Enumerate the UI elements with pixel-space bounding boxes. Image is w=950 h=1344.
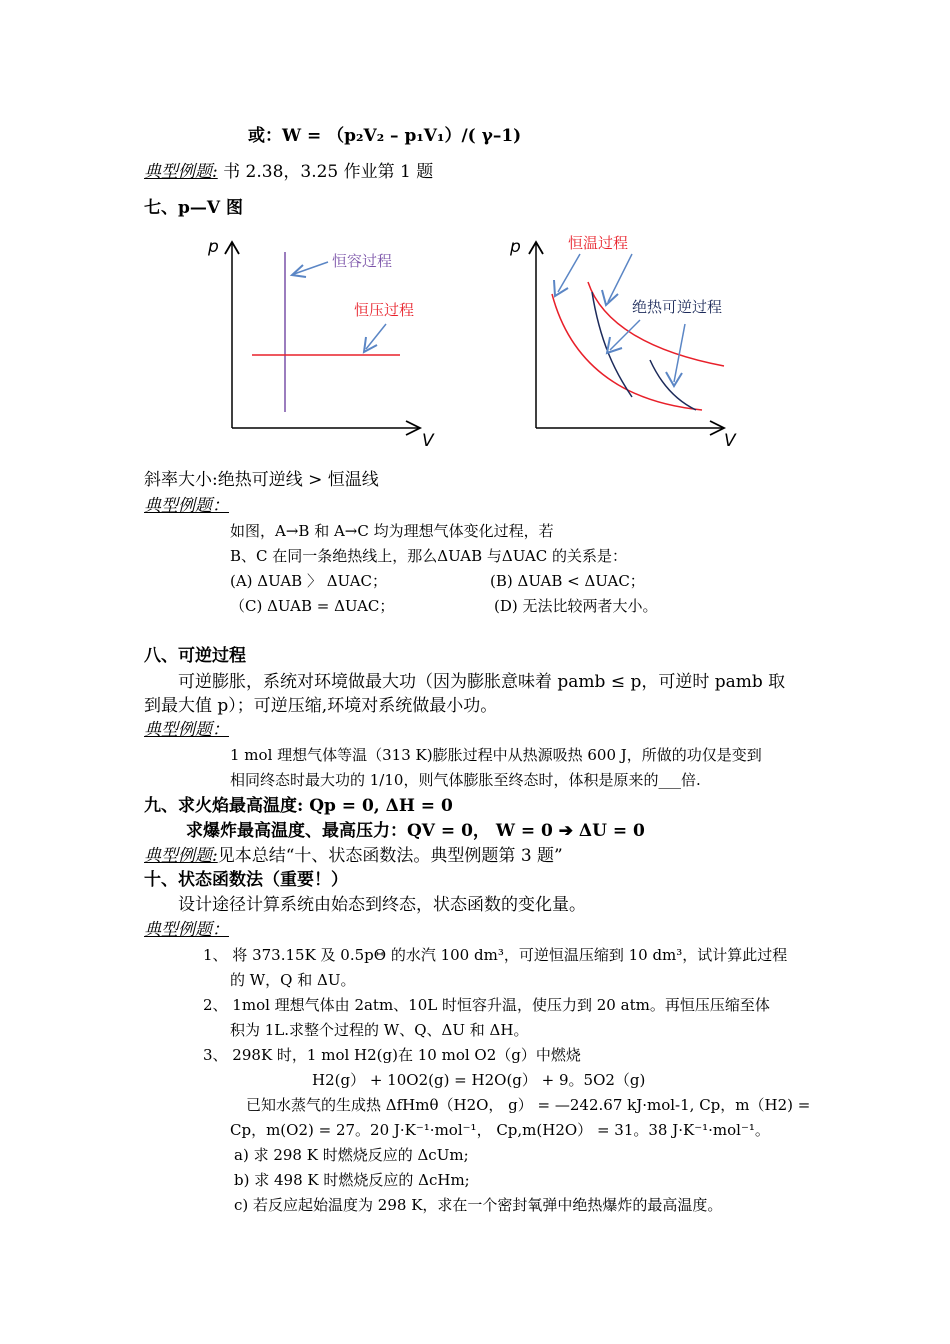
paragraph-line: 可逆膨胀，系统对环境做最大功（因为膨胀意味着 pamb ≤ p，可逆时 pamb 取 xyxy=(178,672,786,692)
problem-3: 3、 298K 时，1 mol H2(g)在 10 mol O2（g）中燃烧 xyxy=(203,1046,581,1064)
paragraph-line: 到最大值 p）；可逆压缩,环境对系统做最小功。 xyxy=(144,696,498,716)
example-label: 典型例题： xyxy=(144,920,229,940)
pv-diagram-left xyxy=(200,232,440,452)
example-text: 书 2.38，3.25 作业第 1 题 xyxy=(217,162,434,182)
adiabatic-work-formula xyxy=(248,126,521,146)
problem-2-cont: 积为 1L.求整个过程的 W、Q、ΔU 和 ΔH。 xyxy=(230,1021,529,1039)
problem-2: 2、 1mol 理想气体由 2atm、10L 时恒容升温，使压力到 20 atm。再恒压压缩至体 xyxy=(203,996,770,1014)
subquestion-a: a) 求 298 K 时燃烧反应的 ΔcUm; xyxy=(234,1146,469,1164)
example-label: 典型例题: xyxy=(144,162,218,182)
p-label: p xyxy=(208,237,219,257)
option-a: (A) ΔUAB 〉 ΔUAC； xyxy=(230,572,388,590)
isothermal-label: 恒温过程 xyxy=(568,234,629,252)
question-text: B、C 在同一条绝热线上，那么ΔUAB 与ΔUAC 的关系是： xyxy=(230,547,627,565)
problem-3-data-cont: Cp，m(O2) = 27。20 J·K⁻¹·mol⁻¹， Cp,m(H2O） = 31。38 J·K⁻¹·mol⁻¹。 xyxy=(230,1121,770,1139)
subquestion-b: b) 求 498 K 时燃烧反应的 ΔcHm; xyxy=(234,1171,470,1189)
isothermal-pointer-2 xyxy=(608,254,632,302)
section-9-subheading: 求爆炸最高温度、最高压力：QV = 0， W = 0 ➔ ΔU = 0 xyxy=(186,821,645,841)
slope-comparison: 斜率大小:绝热可逆线 > 恒温线 xyxy=(144,470,379,490)
section-7-heading: 七、p—V 图 xyxy=(144,198,243,218)
adiabatic-label: 绝热可逆过程 xyxy=(632,298,723,316)
section-9-heading: 九、求火焰最高温度: Qp = 0, ΔH = 0 xyxy=(144,796,453,816)
paragraph-line: 设计途径计算系统由始态到终态，状态函数的变化量。 xyxy=(178,895,586,915)
question-text: 如图，A→B 和 A→C 均为理想气体变化过程，若 xyxy=(230,522,554,540)
v-label: V xyxy=(724,431,736,451)
question-text: 1 mol 理想气体等温（313 K)膨胀过程中从热源吸热 600 J，所做的功仅是变到 xyxy=(230,746,762,764)
problem-1: 1、 将 373.15K 及 0.5pΘ 的水汽 100 dm³，可逆恒温压缩到 10 dm³，试计算此过程 xyxy=(203,946,788,964)
isothermal-pointer-1 xyxy=(558,254,580,292)
isochoric-label: 恒容过程 xyxy=(332,252,393,270)
section-8-heading: 八、可逆过程 xyxy=(144,646,246,666)
example-label: 典型例题： xyxy=(144,496,229,516)
v-label: V xyxy=(422,431,434,451)
problem-3-data: 已知水蒸气的生成热 ΔfHmθ（H2O， g） = —242.67 kJ·mol-1, Cp，m（H2) = xyxy=(246,1096,811,1114)
isobaric-label: 恒压过程 xyxy=(354,301,415,319)
option-c: （C) ΔUAB = ΔUAC； xyxy=(230,597,395,615)
formula-text: 或：W = （p₂V₂ – p₁V₁）/( γ–1) xyxy=(248,126,522,146)
p-label: p xyxy=(510,237,521,257)
example-ref-2 xyxy=(144,846,563,866)
subquestion-c: c) 若反应起始温度为 298 K，求在一个密封氧弹中绝热爆炸的最高温度。 xyxy=(234,1196,723,1214)
question-text: 相同终态时最大功的 1/10，则气体膨胀至终态时，体积是原来的___倍. xyxy=(230,771,701,789)
option-d: (D) 无法比较两者大小。 xyxy=(494,597,658,615)
pv-diagram-right xyxy=(500,232,750,452)
problem-1-cont: 的 W，Q 和 ΔU。 xyxy=(230,971,356,989)
example-label: 典型例题: xyxy=(144,846,218,866)
example-text: 见本总结“十、状态函数法。典型例题第 3 题” xyxy=(217,846,563,866)
example-label: 典型例题： xyxy=(144,720,229,740)
example-ref-1 xyxy=(144,162,433,182)
section-10-heading: 十、状态函数法（重要！） xyxy=(144,870,348,890)
option-b: (B) ΔUAB < ΔUAC； xyxy=(490,572,645,590)
reaction-equation: H2(g） + 10O2(g) = H2O(g） + 9。5O2（g) xyxy=(312,1071,646,1089)
